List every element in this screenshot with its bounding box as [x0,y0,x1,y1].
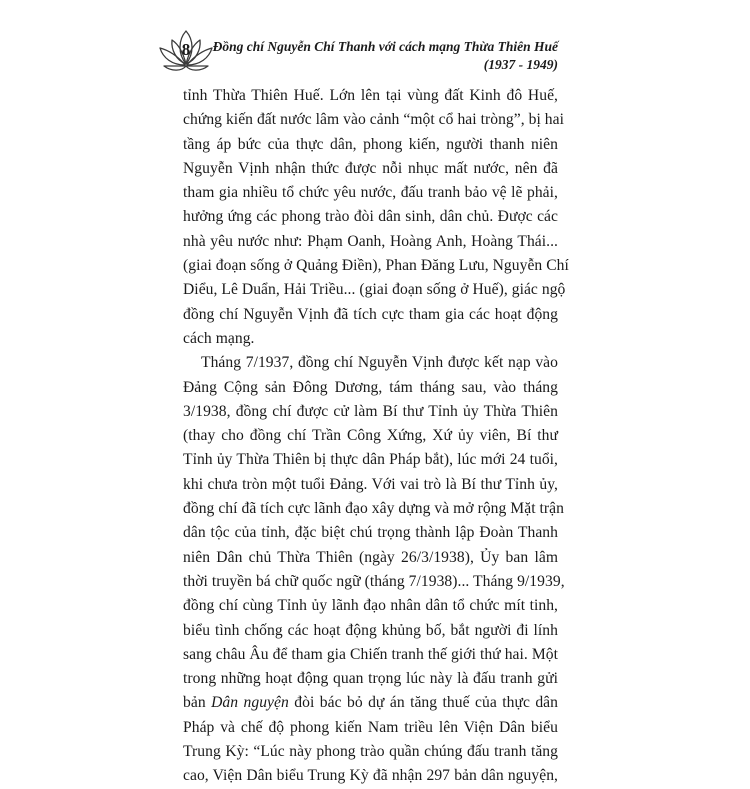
paragraph-1 [183,84,569,351]
text-line: Nguyễn Vịnh nhận thức được nỗi nhục mất nước, nên đã [183,159,558,177]
text-line: (giai đoạn sống ở Quảng Điền), Phan Đăng Lưu, Nguyễn Chí [183,257,569,275]
running-title-line1: Đồng chí Nguyễn Chí Thanh với cách mạng Thừa Thiên Huế [212,39,558,54]
text-line: biểu tình chống các hoạt động khủng bố, bắt người đi lính [183,621,558,639]
text-line: cao, Viện Dân biểu Trung Kỳ đã nhận 297 bản dân nguyện, [183,767,558,785]
running-title [213,38,558,73]
text-line: 3/1938, đồng chí được cử làm Bí thư Tỉnh ủy Thừa Thiên [183,402,558,420]
text-line: Tỉnh ủy Thừa Thiên bị thực dân Pháp bắt), lúc mới 24 tuổi, [183,451,558,469]
text-line: đồng chí Nguyễn Vịnh đã tích cực tham gia các hoạt động [183,305,558,323]
text-line: Tháng 7/1937, đồng chí Nguyễn Vịnh được kết nạp vào [201,354,558,372]
text-line: tầng áp bức của thực dân, phong kiến, người thanh niên [183,135,558,153]
text-line: sang châu Âu để tham gia Chiến tranh thế giới thứ hai. Một [183,645,558,663]
text-line: hưởng ứng các phong trào đòi dân sinh, dân chủ. Được các [183,208,558,226]
text-line: tỉnh Thừa Thiên Huế. Lớn lên tại vùng đất Kinh đô Huế, [183,87,558,104]
text-line: tham gia nhiều tổ chức yêu nước, đấu tranh bảo vệ lẽ phải, [183,184,558,202]
page-number: 8 [181,40,191,59]
text-line-with-italic [183,691,558,715]
text-line: (thay cho đồng chí Trần Công Xứng, Xứ ủy viên, Bí thư [183,427,558,445]
text-line: thời truyền bá chữ quốc ngữ (tháng 7/1938)... Tháng 9/1939, [183,572,565,590]
text-line: đồng chí đã tích cực lãnh đạo xây dựng và mở rộng Mặt trận [183,500,564,518]
text-fragment: đòi bác bỏ dự án tăng thuế của thực dân [288,694,558,712]
text-line: Đảng Cộng sản Đông Dương, tám tháng sau, vào tháng [183,378,558,396]
text-line: nhà yêu nước như: Phạm Oanh, Hoàng Anh, Hoàng Thái... [183,232,558,250]
italic-term: Dân nguyện [211,694,289,712]
text-line: Diểu, Lê Duẩn, Hải Triều... (giai đoạn sống ở Huế), giác ngộ [183,281,566,299]
text-line: đồng chí cùng Tỉnh ủy lãnh đạo nhân dân tổ chức mít tinh, [183,597,558,615]
text-line: dân tộc của tỉnh, đặc biệt chú trọng thành lập Đoàn Thanh [183,524,558,542]
text-fragment: bản [183,694,212,712]
text-line: Trung Kỳ: “Lúc này phong trào quần chúng đấu tranh tăng [183,743,558,761]
text-line: cách mạng. [183,329,255,347]
text-line: trong những hoạt động quan trọng lúc này là đấu tranh gửi [183,670,558,688]
text-line: niên Dân chủ Thừa Thiên (ngày 26/3/1938), Ủy ban lâm [183,548,558,566]
text-line: khi chưa tròn một tuổi Đảng. Với vai trò là Bí thư Tỉnh ủy, [183,475,558,493]
body-text [183,84,569,789]
paragraph-2 [183,351,565,788]
running-title-line2: (1937 - 1949) [483,57,558,72]
text-line: Pháp và chế độ phong kiến Nam triều lên Viện Dân biểu [183,718,558,736]
text-line: chứng kiến đất nước lâm vào cảnh “một cổ hai tròng”, bị hai [183,111,565,129]
